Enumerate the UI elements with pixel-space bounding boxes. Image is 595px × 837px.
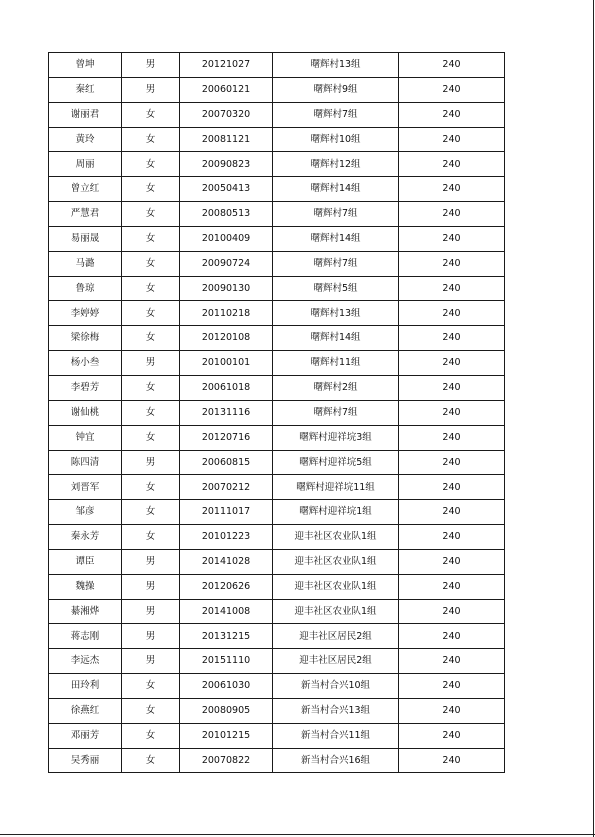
amount-cell: 240: [399, 351, 505, 376]
date-cell: 20050413: [180, 177, 273, 202]
gender-cell: 男: [122, 574, 180, 599]
gender-cell: 男: [122, 53, 180, 78]
table-row: [49, 102, 505, 127]
name-cell: 谢丽君: [49, 102, 122, 127]
date-cell: 20061018: [180, 375, 273, 400]
name-cell: 邹彦: [49, 500, 122, 525]
date-cell: 20141028: [180, 549, 273, 574]
name-cell: 曾立红: [49, 177, 122, 202]
gender-cell: 男: [122, 549, 180, 574]
amount-cell: 240: [399, 649, 505, 674]
amount-cell: 240: [399, 674, 505, 699]
gender-cell: 女: [122, 698, 180, 723]
gender-cell: 女: [122, 375, 180, 400]
address-cell: 曙辉村迎祥垸11组: [273, 475, 399, 500]
address-cell: 迎丰社区农业队1组: [273, 525, 399, 550]
gender-cell: 女: [122, 202, 180, 227]
date-cell: 20080513: [180, 202, 273, 227]
name-cell: 严慧君: [49, 202, 122, 227]
table-row: [49, 599, 505, 624]
address-cell: 曙辉村迎祥垸1组: [273, 500, 399, 525]
amount-cell: 240: [399, 549, 505, 574]
amount-cell: 240: [399, 723, 505, 748]
gender-cell: 女: [122, 301, 180, 326]
date-cell: 20060121: [180, 77, 273, 102]
table-row: [49, 723, 505, 748]
address-cell: 新当村合兴13组: [273, 698, 399, 723]
amount-cell: 240: [399, 301, 505, 326]
address-cell: 曙辉村10组: [273, 127, 399, 152]
amount-cell: 240: [399, 251, 505, 276]
address-cell: 迎丰社区居民2组: [273, 624, 399, 649]
gender-cell: 女: [122, 127, 180, 152]
amount-cell: 240: [399, 152, 505, 177]
gender-cell: 男: [122, 599, 180, 624]
page-edge-right: [593, 0, 594, 837]
name-cell: 蒋志刚: [49, 624, 122, 649]
date-cell: 20131116: [180, 400, 273, 425]
table-row: [49, 326, 505, 351]
amount-cell: 240: [399, 425, 505, 450]
amount-cell: 240: [399, 375, 505, 400]
amount-cell: 240: [399, 400, 505, 425]
amount-cell: 240: [399, 450, 505, 475]
table-row: [49, 674, 505, 699]
address-cell: 迎丰社区居民2组: [273, 649, 399, 674]
name-cell: 李远杰: [49, 649, 122, 674]
date-cell: 20131215: [180, 624, 273, 649]
address-cell: 曙辉村迎祥垸5组: [273, 450, 399, 475]
amount-cell: 240: [399, 500, 505, 525]
table-row: [49, 301, 505, 326]
date-cell: 20120626: [180, 574, 273, 599]
date-cell: 20070822: [180, 748, 273, 773]
table-row: [49, 351, 505, 376]
amount-cell: 240: [399, 574, 505, 599]
table-row: [49, 276, 505, 301]
address-cell: 曙辉村7组: [273, 251, 399, 276]
address-cell: 曙辉村2组: [273, 375, 399, 400]
gender-cell: 女: [122, 748, 180, 773]
table-row: [49, 77, 505, 102]
name-cell: 綦湘烨: [49, 599, 122, 624]
date-cell: 20100101: [180, 351, 273, 376]
amount-cell: 240: [399, 599, 505, 624]
address-cell: 曙辉村5组: [273, 276, 399, 301]
date-cell: 20120108: [180, 326, 273, 351]
name-cell: 周丽: [49, 152, 122, 177]
date-cell: 20061030: [180, 674, 273, 699]
date-cell: 20090823: [180, 152, 273, 177]
gender-cell: 男: [122, 649, 180, 674]
date-cell: 20090130: [180, 276, 273, 301]
amount-cell: 240: [399, 475, 505, 500]
name-cell: 钟宜: [49, 425, 122, 450]
address-cell: 曙辉村迎祥垸3组: [273, 425, 399, 450]
date-cell: 20100409: [180, 226, 273, 251]
date-cell: 20110218: [180, 301, 273, 326]
amount-cell: 240: [399, 525, 505, 550]
table-row: [49, 698, 505, 723]
address-cell: 曙辉村9组: [273, 77, 399, 102]
gender-cell: 女: [122, 276, 180, 301]
name-cell: 梁徐梅: [49, 326, 122, 351]
table-row: [49, 152, 505, 177]
date-cell: 20060815: [180, 450, 273, 475]
amount-cell: 240: [399, 624, 505, 649]
amount-cell: 240: [399, 748, 505, 773]
gender-cell: 女: [122, 226, 180, 251]
address-cell: 曙辉村11组: [273, 351, 399, 376]
address-cell: 曙辉村13组: [273, 53, 399, 78]
table-row: [49, 375, 505, 400]
amount-cell: 240: [399, 77, 505, 102]
table-row: [49, 53, 505, 78]
amount-cell: 240: [399, 202, 505, 227]
table-row: [49, 574, 505, 599]
gender-cell: 男: [122, 450, 180, 475]
table-row: [49, 624, 505, 649]
address-cell: 曙辉村7组: [273, 400, 399, 425]
address-cell: 曙辉村7组: [273, 202, 399, 227]
gender-cell: 女: [122, 400, 180, 425]
gender-cell: 女: [122, 102, 180, 127]
amount-cell: 240: [399, 698, 505, 723]
name-cell: 邓丽芳: [49, 723, 122, 748]
amount-cell: 240: [399, 127, 505, 152]
gender-cell: 男: [122, 351, 180, 376]
date-cell: 20121027: [180, 53, 273, 78]
gender-cell: 女: [122, 500, 180, 525]
table-row: [49, 450, 505, 475]
table-row: [49, 475, 505, 500]
gender-cell: 女: [122, 251, 180, 276]
date-cell: 20141008: [180, 599, 273, 624]
amount-cell: 240: [399, 276, 505, 301]
address-cell: 曙辉村14组: [273, 226, 399, 251]
name-cell: 陈四清: [49, 450, 122, 475]
name-cell: 曾坤: [49, 53, 122, 78]
page-edge-bottom: [0, 834, 595, 835]
address-cell: 曙辉村14组: [273, 177, 399, 202]
table-row: [49, 649, 505, 674]
gender-cell: 女: [122, 177, 180, 202]
name-cell: 田玲利: [49, 674, 122, 699]
table-row: [49, 177, 505, 202]
amount-cell: 240: [399, 326, 505, 351]
table-row: [49, 127, 505, 152]
table-row: [49, 400, 505, 425]
name-cell: 马潞: [49, 251, 122, 276]
table-row: [49, 425, 505, 450]
table-row: [49, 549, 505, 574]
gender-cell: 女: [122, 723, 180, 748]
date-cell: 20101223: [180, 525, 273, 550]
name-cell: 杨小叁: [49, 351, 122, 376]
name-cell: 吴秀丽: [49, 748, 122, 773]
gender-cell: 女: [122, 152, 180, 177]
name-cell: 刘晋军: [49, 475, 122, 500]
gender-cell: 女: [122, 425, 180, 450]
table-row: [49, 525, 505, 550]
date-cell: 20101215: [180, 723, 273, 748]
address-cell: 曙辉村14组: [273, 326, 399, 351]
gender-cell: 女: [122, 326, 180, 351]
gender-cell: 女: [122, 475, 180, 500]
gender-cell: 女: [122, 674, 180, 699]
name-cell: 李婷婷: [49, 301, 122, 326]
address-cell: 曙辉村7组: [273, 102, 399, 127]
address-cell: 曙辉村12组: [273, 152, 399, 177]
date-cell: 20070212: [180, 475, 273, 500]
address-cell: 新当村合兴16组: [273, 748, 399, 773]
address-cell: 迎丰社区农业队1组: [273, 549, 399, 574]
table-row: [49, 748, 505, 773]
date-cell: 20090724: [180, 251, 273, 276]
name-cell: 秦永芳: [49, 525, 122, 550]
date-cell: 20120716: [180, 425, 273, 450]
name-cell: 秦红: [49, 77, 122, 102]
name-cell: 谭臣: [49, 549, 122, 574]
name-cell: 易丽晟: [49, 226, 122, 251]
address-cell: 迎丰社区农业队1组: [273, 599, 399, 624]
roster-table: [48, 52, 505, 773]
date-cell: 20081121: [180, 127, 273, 152]
table-row: [49, 500, 505, 525]
address-cell: 新当村合兴11组: [273, 723, 399, 748]
name-cell: 徐燕红: [49, 698, 122, 723]
address-cell: 迎丰社区农业队1组: [273, 574, 399, 599]
amount-cell: 240: [399, 226, 505, 251]
gender-cell: 女: [122, 525, 180, 550]
table-row: [49, 251, 505, 276]
date-cell: 20070320: [180, 102, 273, 127]
amount-cell: 240: [399, 177, 505, 202]
name-cell: 谢仙桃: [49, 400, 122, 425]
address-cell: 曙辉村13组: [273, 301, 399, 326]
name-cell: 魏操: [49, 574, 122, 599]
table-row: [49, 226, 505, 251]
name-cell: 鲁琼: [49, 276, 122, 301]
amount-cell: 240: [399, 53, 505, 78]
name-cell: 李碧芳: [49, 375, 122, 400]
date-cell: 20151110: [180, 649, 273, 674]
date-cell: 20111017: [180, 500, 273, 525]
amount-cell: 240: [399, 102, 505, 127]
address-cell: 新当村合兴10组: [273, 674, 399, 699]
date-cell: 20080905: [180, 698, 273, 723]
table-row: [49, 202, 505, 227]
roster-table-body: [49, 53, 505, 773]
gender-cell: 男: [122, 624, 180, 649]
name-cell: 黄玲: [49, 127, 122, 152]
gender-cell: 男: [122, 77, 180, 102]
